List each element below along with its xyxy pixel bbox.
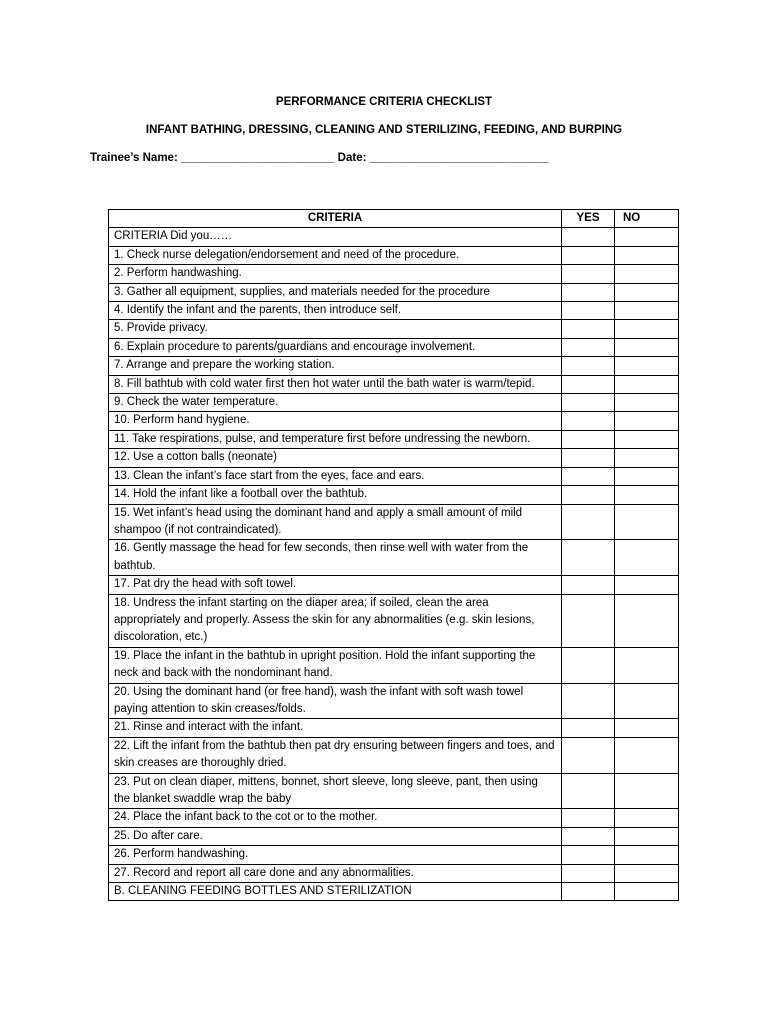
no-checkbox-cell[interactable] [615, 809, 679, 827]
criteria-cell: 2. Perform handwashing. [109, 265, 562, 283]
table-row [109, 430, 679, 448]
table-row [109, 846, 679, 864]
table-row [109, 719, 679, 737]
criteria-cell: 4. Identify the infant and the parents, then introduce self. [109, 302, 562, 320]
criteria-cell: B. CLEANING FEEDING BOTTLES AND STERILIZATION [109, 883, 562, 901]
no-header: NO [615, 210, 679, 228]
yes-checkbox-cell[interactable] [562, 647, 615, 683]
table-row [109, 683, 679, 719]
table-row [109, 809, 679, 827]
no-checkbox-cell[interactable] [615, 594, 679, 647]
no-checkbox-cell[interactable] [615, 302, 679, 320]
table-row [109, 576, 679, 594]
no-checkbox-cell[interactable] [615, 486, 679, 504]
criteria-cell: 14. Hold the infant like a football over the bathtub. [109, 486, 562, 504]
yes-checkbox-cell[interactable] [562, 283, 615, 301]
criteria-cell: 27. Record and report all care done and any abnormalities. [109, 864, 562, 882]
table-row [109, 773, 679, 809]
no-checkbox-cell[interactable] [615, 540, 679, 576]
yes-checkbox-cell[interactable] [562, 683, 615, 719]
no-checkbox-cell[interactable] [615, 719, 679, 737]
table-row [109, 737, 679, 773]
no-checkbox-cell[interactable] [615, 357, 679, 375]
yes-checkbox-cell[interactable] [562, 594, 615, 647]
criteria-cell: 20. Using the dominant hand (or free hand), wash the infant with soft wash towel paying attention to skin creases/folds. [109, 683, 562, 719]
criteria-cell: 22. Lift the infant from the bathtub then pat dry ensuring between fingers and toes, and skin creases are thoroughly dried. [109, 737, 562, 773]
table-row [109, 594, 679, 647]
yes-checkbox-cell[interactable] [562, 883, 615, 901]
criteria-cell: 6. Explain procedure to parents/guardians and encourage involvement. [109, 338, 562, 356]
no-checkbox-cell[interactable] [615, 283, 679, 301]
yes-checkbox-cell[interactable] [562, 430, 615, 448]
no-checkbox-cell[interactable] [615, 467, 679, 485]
trainee-name-date-line: Trainee’s Name: ________________________ Date: ____________________________ [90, 152, 549, 164]
yes-checkbox-cell[interactable] [562, 449, 615, 467]
yes-checkbox-cell[interactable] [562, 864, 615, 882]
yes-checkbox-cell[interactable] [562, 719, 615, 737]
table-row [109, 486, 679, 504]
no-checkbox-cell[interactable] [615, 430, 679, 448]
no-checkbox-cell[interactable] [615, 773, 679, 809]
yes-checkbox-cell[interactable] [562, 467, 615, 485]
yes-checkbox-cell[interactable] [562, 320, 615, 338]
criteria-checklist-table [108, 209, 679, 901]
table-row [109, 265, 679, 283]
no-checkbox-cell[interactable] [615, 683, 679, 719]
no-checkbox-cell[interactable] [615, 394, 679, 412]
table-row [109, 228, 679, 246]
no-checkbox-cell[interactable] [615, 827, 679, 845]
criteria-cell: 3. Gather all equipment, supplies, and materials needed for the procedure [109, 283, 562, 301]
table-row [109, 338, 679, 356]
no-checkbox-cell[interactable] [615, 320, 679, 338]
table-row [109, 647, 679, 683]
no-checkbox-cell[interactable] [615, 883, 679, 901]
table-row [109, 883, 679, 901]
yes-header: YES [562, 210, 615, 228]
criteria-cell: 15. Wet infant’s head using the dominant hand and apply a small amount of mild shampoo (if not contraindicated). [109, 504, 562, 540]
criteria-cell: 13. Clean the infant’s face start from the eyes, face and ears. [109, 467, 562, 485]
yes-checkbox-cell[interactable] [562, 809, 615, 827]
criteria-header: CRITERIA [109, 210, 562, 228]
yes-checkbox-cell[interactable] [562, 846, 615, 864]
table-row [109, 302, 679, 320]
no-checkbox-cell[interactable] [615, 265, 679, 283]
no-checkbox-cell[interactable] [615, 576, 679, 594]
criteria-cell: 16. Gently massage the head for few seconds, then rinse well with water from the bathtub. [109, 540, 562, 576]
table-row [109, 449, 679, 467]
criteria-cell: 24. Place the infant back to the cot or to the mother. [109, 809, 562, 827]
table-row [109, 467, 679, 485]
no-checkbox-cell[interactable] [615, 375, 679, 393]
criteria-cell: 8. Fill bathtub with cold water first then hot water until the bath water is warm/tepid. [109, 375, 562, 393]
criteria-cell: 5. Provide privacy. [109, 320, 562, 338]
yes-checkbox-cell[interactable] [562, 504, 615, 540]
table-row [109, 394, 679, 412]
yes-checkbox-cell[interactable] [562, 228, 615, 246]
table-row [109, 827, 679, 845]
criteria-cell: 11. Take respirations, pulse, and temperature first before undressing the newborn. [109, 430, 562, 448]
criteria-cell: 9. Check the water temperature. [109, 394, 562, 412]
table-row [109, 864, 679, 882]
table-row [109, 504, 679, 540]
yes-checkbox-cell[interactable] [562, 375, 615, 393]
no-checkbox-cell[interactable] [615, 228, 679, 246]
yes-checkbox-cell[interactable] [562, 394, 615, 412]
table-header-row [109, 210, 679, 228]
criteria-cell: 21. Rinse and interact with the infant. [109, 719, 562, 737]
yes-checkbox-cell[interactable] [562, 773, 615, 809]
table-row [109, 540, 679, 576]
table-row [109, 283, 679, 301]
yes-checkbox-cell[interactable] [562, 576, 615, 594]
yes-checkbox-cell[interactable] [562, 338, 615, 356]
no-checkbox-cell[interactable] [615, 246, 679, 264]
criteria-cell: CRITERIA Did you…… [109, 228, 562, 246]
document-subtitle: INFANT BATHING, DRESSING, CLEANING AND STERILIZING, FEEDING, AND BURPING [145, 124, 623, 136]
criteria-cell: 25. Do after care. [109, 827, 562, 845]
no-checkbox-cell[interactable] [615, 864, 679, 882]
no-checkbox-cell[interactable] [615, 504, 679, 540]
yes-checkbox-cell[interactable] [562, 265, 615, 283]
criteria-cell: 12. Use a cotton balls (neonate) [109, 449, 562, 467]
yes-checkbox-cell[interactable] [562, 540, 615, 576]
no-checkbox-cell[interactable] [615, 412, 679, 430]
criteria-cell: 23. Put on clean diaper, mittens, bonnet, short sleeve, long sleeve, pant, then using the blanket swaddle wrap the baby [109, 773, 562, 809]
yes-checkbox-cell[interactable] [562, 737, 615, 773]
yes-checkbox-cell[interactable] [562, 827, 615, 845]
document-title: PERFORMANCE CRITERIA CHECKLIST [275, 96, 493, 108]
yes-checkbox-cell[interactable] [562, 246, 615, 264]
table-row [109, 412, 679, 430]
table-row [109, 320, 679, 338]
yes-checkbox-cell[interactable] [562, 302, 615, 320]
no-checkbox-cell[interactable] [615, 647, 679, 683]
table-row [109, 246, 679, 264]
no-checkbox-cell[interactable] [615, 846, 679, 864]
no-checkbox-cell[interactable] [615, 338, 679, 356]
criteria-cell: 18. Undress the infant starting on the diaper area; if soiled, clean the area appropriately and properly. Assess the skin for any abnormalities (e.g. skin lesions, discoloration, etc.) [109, 594, 562, 647]
table-row [109, 357, 679, 375]
criteria-cell: 7. Arrange and prepare the working station. [109, 357, 562, 375]
criteria-cell: 19. Place the infant in the bathtub in upright position. Hold the infant supporting the neck and back with the nondominant hand. [109, 647, 562, 683]
criteria-cell: 10. Perform hand hygiene. [109, 412, 562, 430]
criteria-cell: 1. Check nurse delegation/endorsement and need of the procedure. [109, 246, 562, 264]
no-checkbox-cell[interactable] [615, 737, 679, 773]
yes-checkbox-cell[interactable] [562, 357, 615, 375]
yes-checkbox-cell[interactable] [562, 486, 615, 504]
criteria-cell: 26. Perform handwashing. [109, 846, 562, 864]
table-row [109, 375, 679, 393]
yes-checkbox-cell[interactable] [562, 412, 615, 430]
criteria-cell: 17. Pat dry the head with soft towel. [109, 576, 562, 594]
no-checkbox-cell[interactable] [615, 449, 679, 467]
